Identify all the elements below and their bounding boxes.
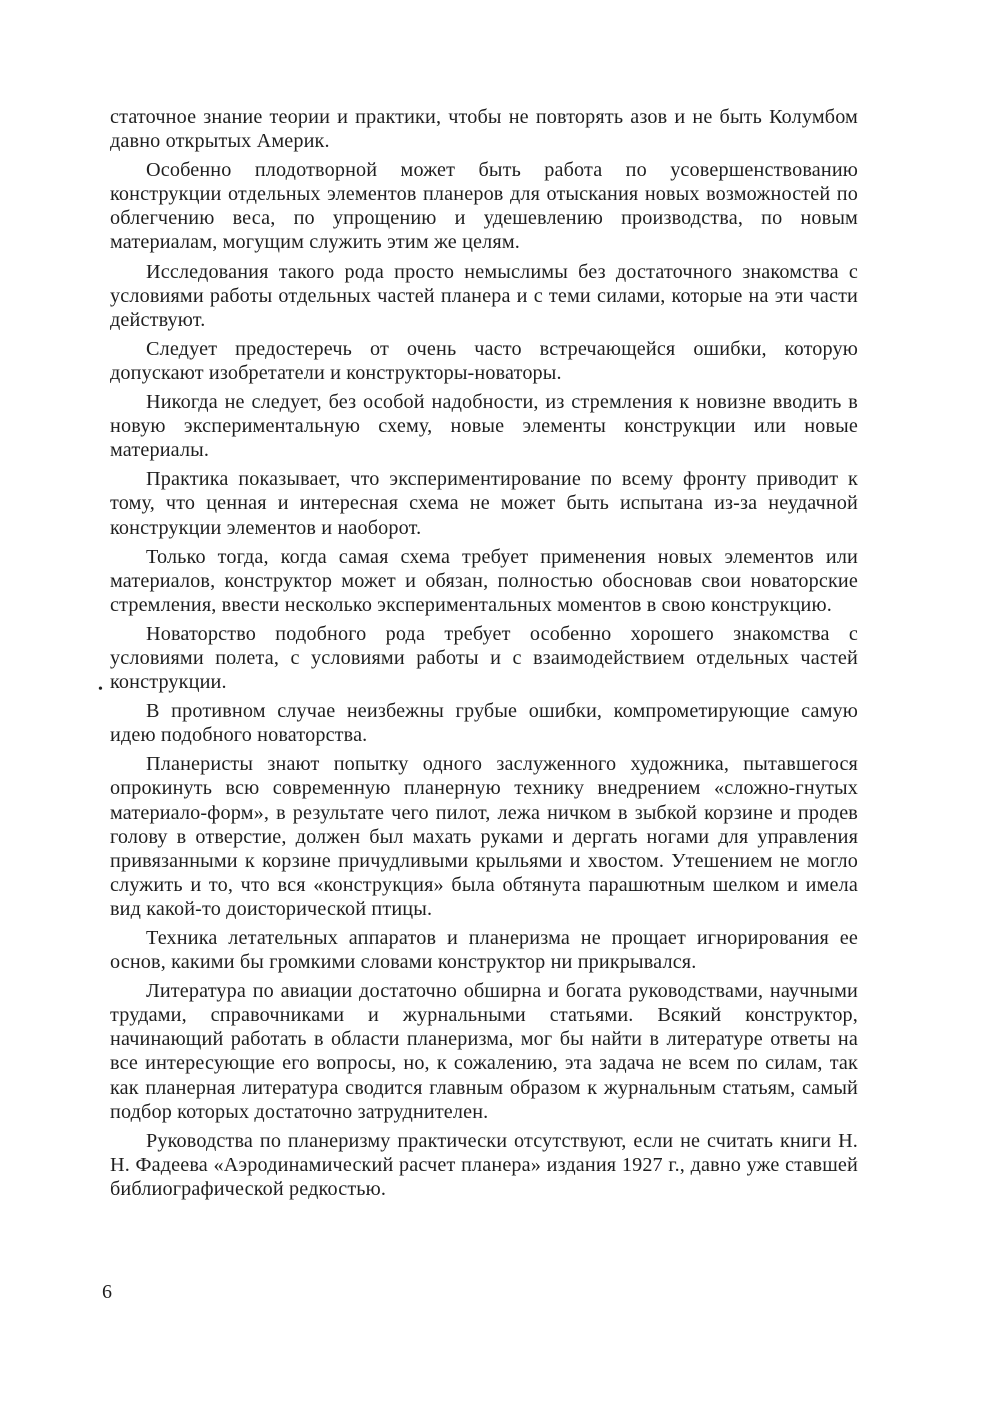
paragraph-13: Руководства по планеризму практически отсутствуют, если не считать книги Н. Н. Фадеева «Аэродинамический расчет планера» издания 1927 г., давно уже ставшей библиографической редкостью.: [110, 1129, 858, 1200]
paragraph-4: Следует предостеречь от очень часто встречающейся ошибки, которую допускают изобретатели и конструкторы-новаторы.: [110, 337, 858, 384]
paragraph-9: В противном случае неизбежны грубые ошибки, компрометирующие самую идею подобного новаторства.: [110, 700, 858, 747]
paragraph-1: статочное знание теории и практики, чтобы не повторять азов и не быть Колумбом давно открытых Америк.: [110, 106, 858, 153]
paragraph-10: Планеристы знают попытку одного заслуженного художника, пытавшегося опрокинуть всю современную планерную технику внедрением «сложно-гнутых материало-форм», в результате чего пилот, лежа ничком в зыбкой корзине и продев голову в отверстие, должен был махать руками и дергать ногами для управления привязанными к корзине причудливыми крыльями и хвостом. Утешением не могло служить и то, что вся «конструкция» была обтянута парашютным шелком и имела вид какой-то доисторической птицы.: [110, 753, 858, 920]
paragraph-12: Литература по авиации достаточно обширна и богата руководствами, научными трудами, справочниками и журнальными статьями. Всякий конструктор, начинающий работать в области планеризма, мог бы найти в литературе ответы на все интересующие его вопросы, но, к сожалению, эта задача не всем по силам, так как планерная литература сводится главным образом к журнальным статьям, самый подбор которых достаточно затруднителен.: [110, 980, 858, 1123]
paragraph-3: Исследования такого рода просто немыслимы без достаточного знакомства с условиями работы отдельных частей планера и с теми силами, которые на эти части действуют.: [110, 260, 858, 331]
page-number: 6: [102, 1281, 112, 1303]
paragraph-5: Никогда не следует, без особой надобности, из стремления к новизне вводить в новую экспериментальную схему, новые элементы конструкции или новые материалы.: [110, 391, 858, 462]
paragraph-2: Особенно плодотворной может быть работа по усовершенствованию конструкции отдельных элементов планеров для отыскания новых возможностей по облегчению веса, по упрощению и удешевлению производства, по новым материалам, могущим служить этим же целям.: [110, 159, 858, 254]
paragraph-8: Новаторство подобного рода требует особенно хорошего знакомства с условиями полета, с условиями работы и с взаимодействием отдельных частей конструкции.: [110, 622, 858, 694]
paragraph-6: Практика показывает, что экспериментирование по всему фронту приводит к тому, что ценная и интересная схема не может быть испытана из-за неудачной конструкции элементов и наоборот.: [110, 468, 858, 539]
paragraph-11: Техника летательных аппаратов и планеризма не прощает игнорирования ее основ, какими бы громкими словами конструктор ни прикрывался.: [110, 927, 858, 974]
paragraph-7: Только тогда, когда самая схема требует применения новых элементов или материалов, конструктор может и обязан, полностью обосновав свои новаторские стремления, ввести несколько экспериментальных моментов в свою конструкцию.: [110, 545, 858, 616]
page-text-body: [110, 105, 858, 1204]
margin-speck-mark: •: [98, 682, 103, 697]
